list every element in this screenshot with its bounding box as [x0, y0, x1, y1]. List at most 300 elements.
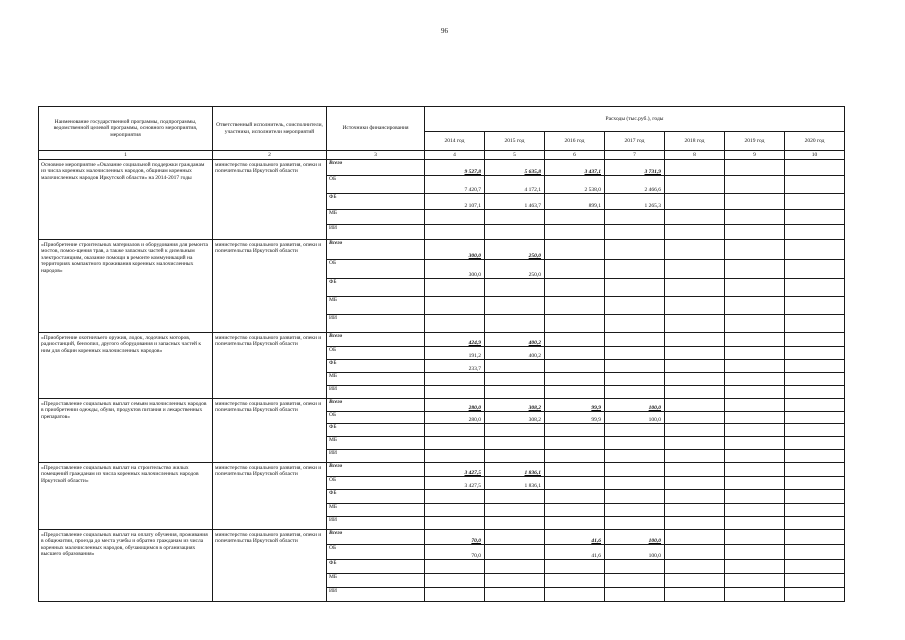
expense-value: [725, 194, 785, 210]
measure-executor: министерство социального развития, опеки и попечительства Иркутской области: [213, 160, 327, 240]
expense-value: [485, 412, 545, 424]
funding-source: ОБ: [327, 347, 425, 360]
expense-value: [665, 545, 725, 560]
expense-value: [485, 424, 545, 437]
expense-value: [485, 463, 545, 477]
expense-value: [605, 450, 665, 463]
expense-value-text: 280,0: [468, 404, 481, 411]
expense-value: [545, 210, 605, 225]
expense-value: [485, 210, 545, 225]
measure-executor: министерство социального развития, опеки и попечительства Иркутской области: [213, 399, 327, 463]
expense-value: [605, 424, 665, 437]
funding-source: ФБ: [327, 194, 425, 210]
expense-value: [725, 297, 785, 315]
column-index: 7: [605, 151, 665, 160]
expense-value: [425, 412, 485, 424]
column-index: 5: [485, 151, 545, 160]
expense-value: [485, 477, 545, 490]
expense-value: [725, 463, 785, 477]
expense-value: [425, 279, 485, 297]
expense-value: [785, 333, 845, 347]
expense-value: [485, 160, 545, 176]
expense-value: [785, 490, 845, 504]
expense-value: [545, 424, 605, 437]
expense-value: [665, 386, 725, 399]
funding-source: ФБ: [327, 424, 425, 437]
expense-value: [425, 437, 485, 450]
expense-value: [425, 574, 485, 588]
expense-value: [485, 360, 545, 373]
funding-source: Всего: [327, 399, 425, 412]
expense-value: [545, 412, 605, 424]
expense-value: [485, 297, 545, 315]
expense-value: [605, 490, 665, 504]
funding-source: Всего: [327, 333, 425, 347]
expense-value: [485, 315, 545, 333]
expense-value: [545, 360, 605, 373]
table-body: [39, 107, 845, 602]
expense-value-text: 100,0: [648, 404, 661, 411]
column-index: 9: [725, 151, 785, 160]
funding-source: ИИ: [327, 517, 425, 530]
expense-value: [665, 240, 725, 260]
expense-value-text: 233,7: [468, 365, 481, 372]
funding-source: ФБ: [327, 560, 425, 574]
expense-value: [545, 373, 605, 386]
measure-executor: министерство социального развития, опеки и попечительства Иркутской области: [213, 463, 327, 530]
expense-value: [485, 504, 545, 517]
expense-value: [425, 424, 485, 437]
expense-value-text: 308,2: [528, 404, 541, 411]
expense-value: [425, 194, 485, 210]
expense-value: [485, 386, 545, 399]
expense-value: [425, 386, 485, 399]
expense-value: [485, 545, 545, 560]
expense-value: [605, 386, 665, 399]
expense-value: [545, 386, 605, 399]
expense-value: [485, 260, 545, 279]
expense-value: [785, 530, 845, 545]
expense-value: [785, 560, 845, 574]
funding-source: ИИ: [327, 386, 425, 399]
expense-value: [485, 225, 545, 240]
expense-value-text: 99,9: [591, 404, 601, 411]
funding-source: ОБ: [327, 260, 425, 279]
expense-value-text: 250,0: [528, 252, 541, 259]
expense-value: [665, 588, 725, 602]
expense-value: [785, 424, 845, 437]
expense-value: [725, 347, 785, 360]
funding-source: ФБ: [327, 490, 425, 504]
expense-value-text: 1 265,3: [644, 202, 661, 209]
expense-value: [425, 490, 485, 504]
funding-source: МБ: [327, 574, 425, 588]
funding-source: ИИ: [327, 450, 425, 463]
expense-value: [605, 360, 665, 373]
expense-value: [785, 347, 845, 360]
expense-value: [545, 450, 605, 463]
expense-value: [785, 160, 845, 176]
expense-value: [665, 399, 725, 412]
expense-value: [725, 545, 785, 560]
expense-value: [485, 194, 545, 210]
expense-value: [605, 504, 665, 517]
expense-value-text: 99,9: [591, 416, 601, 423]
expense-value: [425, 517, 485, 530]
expense-value-text: 424,9: [468, 339, 481, 346]
expense-value: [665, 194, 725, 210]
expense-value: [605, 194, 665, 210]
expense-value: [605, 333, 665, 347]
expense-value-text: 250,0: [528, 271, 541, 278]
expense-value: [545, 399, 605, 412]
expense-value: [425, 260, 485, 279]
expense-value: [605, 297, 665, 315]
expense-value: [545, 560, 605, 574]
funding-source: ИИ: [327, 315, 425, 333]
expense-value: [785, 588, 845, 602]
expense-value: [725, 574, 785, 588]
expense-value: [545, 315, 605, 333]
expense-value: [485, 240, 545, 260]
funding-source: ИИ: [327, 588, 425, 602]
expense-value: [785, 450, 845, 463]
expense-value: [725, 386, 785, 399]
expense-value: [725, 225, 785, 240]
expense-value-text: 191,2: [468, 352, 481, 359]
expense-value: [785, 279, 845, 297]
header-year: 2020 год: [785, 132, 845, 151]
column-index: 6: [545, 151, 605, 160]
expense-value: [725, 260, 785, 279]
expense-value: [665, 333, 725, 347]
expense-value: [425, 530, 485, 545]
expense-value: [605, 477, 665, 490]
funding-source: Всего: [327, 530, 425, 545]
expense-value: [665, 225, 725, 240]
expense-value-text: 70,0: [471, 537, 481, 544]
expense-value-text: 300,0: [468, 252, 481, 259]
measure-name: «Приобретение строительных материалов и оборудования для ремонта мостов, помоо-щения трав, а также запасных частей к дизельным электростанциям, оказание помощи в ремонте коммуникаций на территориях компактного проживания коренных малочисленных народов»: [39, 240, 213, 333]
expense-value: [665, 477, 725, 490]
expense-value: [425, 347, 485, 360]
expense-value-text: 2 466,6: [644, 186, 661, 193]
expense-value: [605, 210, 665, 225]
expense-value: [545, 490, 605, 504]
expense-value: [485, 373, 545, 386]
expense-value: [545, 545, 605, 560]
expense-value: [785, 574, 845, 588]
expense-value-text: 4 172,1: [524, 186, 541, 193]
expense-value: [785, 373, 845, 386]
expense-value: [665, 176, 725, 194]
expense-value-text: 41,6: [591, 537, 601, 544]
expense-value: [485, 574, 545, 588]
expense-value: [605, 347, 665, 360]
expense-value-text: 308,2: [528, 416, 541, 423]
expense-value: [545, 176, 605, 194]
expense-value: [665, 424, 725, 437]
expense-value: [785, 545, 845, 560]
expense-value: [425, 450, 485, 463]
header-executor: Ответственный исполнитель, соисполнители, участники, исполнители мероприятий: [213, 107, 327, 151]
expense-value: [725, 424, 785, 437]
expense-value: [545, 504, 605, 517]
expense-value-text: 1 463,7: [524, 202, 541, 209]
header-year: 2016 год: [545, 132, 605, 151]
expense-value: [425, 463, 485, 477]
expense-value: [545, 260, 605, 279]
column-index: 3: [327, 151, 425, 160]
expense-value: [665, 210, 725, 225]
header-source: Источники финансирования: [327, 107, 425, 151]
header-year: 2017 год: [605, 132, 665, 151]
expense-value: [785, 412, 845, 424]
expense-value: [785, 399, 845, 412]
expense-value: [725, 450, 785, 463]
expense-value: [605, 176, 665, 194]
funding-source: МБ: [327, 437, 425, 450]
expense-value: [425, 560, 485, 574]
expense-value: [785, 240, 845, 260]
expense-value: [665, 517, 725, 530]
expense-value: [605, 530, 665, 545]
column-index: 10: [785, 151, 845, 160]
expense-value: [785, 386, 845, 399]
expense-value: [785, 176, 845, 194]
expense-value: [725, 530, 785, 545]
expense-value: [605, 412, 665, 424]
expense-value: [425, 477, 485, 490]
expense-value: [485, 490, 545, 504]
header-year: 2018 год: [665, 132, 725, 151]
expense-value: [665, 315, 725, 333]
expense-value: [485, 450, 545, 463]
expense-value: [545, 347, 605, 360]
measure-executor: министерство социального развития, опеки и попечительства Иркутской области: [213, 240, 327, 333]
expense-value: [785, 315, 845, 333]
expense-value: [605, 545, 665, 560]
expense-value: [665, 437, 725, 450]
table-row: [39, 160, 845, 176]
expense-value-text: 100,0: [648, 416, 661, 423]
expense-value: [485, 176, 545, 194]
column-index-row: [39, 151, 845, 160]
expense-value: [725, 437, 785, 450]
expense-value: [725, 588, 785, 602]
expense-value: [665, 560, 725, 574]
expense-value: [605, 463, 665, 477]
expense-value: [425, 333, 485, 347]
expense-value: [605, 260, 665, 279]
funding-source: ФБ: [327, 279, 425, 297]
measure-name: Основное мероприятие «Оказание социальной поддержки гражданам из числа коренных малочисленных народов, общинам коренных малочисленных народов Иркутской области» на 2014-2017 годы: [39, 160, 213, 240]
expense-value: [485, 333, 545, 347]
funding-source: ФБ: [327, 360, 425, 373]
expense-value: [545, 333, 605, 347]
funding-source: ОБ: [327, 412, 425, 424]
expense-value-text: 2 538,0: [584, 186, 601, 193]
expense-value: [665, 347, 725, 360]
expense-value: [545, 194, 605, 210]
expense-value: [785, 210, 845, 225]
expense-value: [425, 399, 485, 412]
expense-value: [725, 240, 785, 260]
expense-value: [605, 437, 665, 450]
expense-value: [665, 504, 725, 517]
expense-value: [725, 517, 785, 530]
expense-value: [485, 347, 545, 360]
expense-value: [725, 373, 785, 386]
expense-value: [785, 360, 845, 373]
column-index: 4: [425, 151, 485, 160]
column-index: 8: [665, 151, 725, 160]
expense-value: [605, 240, 665, 260]
expense-value: [485, 530, 545, 545]
expense-value-text: 3 427,5: [464, 469, 481, 476]
expense-value: [425, 360, 485, 373]
expense-value: [665, 490, 725, 504]
expense-value: [785, 463, 845, 477]
expense-value-text: 41,6: [591, 552, 601, 559]
funding-source: ОБ: [327, 477, 425, 490]
expense-value: [725, 333, 785, 347]
expense-value-text: 3 437,1: [584, 168, 601, 175]
expense-value: [605, 574, 665, 588]
measure-executor: министерство социального развития, опеки и попечительства Иркутской области: [213, 530, 327, 602]
funding-source: МБ: [327, 504, 425, 517]
header-year: 2019 год: [725, 132, 785, 151]
expense-value-text: 400,2: [528, 352, 541, 359]
expense-value: [665, 373, 725, 386]
expense-value: [785, 477, 845, 490]
expense-value-text: 7 420,7: [464, 186, 481, 193]
expense-value-text: 899,1: [588, 202, 601, 209]
expense-value: [605, 315, 665, 333]
header-expenses: Расходы (тыс.руб.), годы: [425, 107, 845, 132]
expense-value: [545, 240, 605, 260]
expense-value: [425, 297, 485, 315]
expense-value: [605, 517, 665, 530]
header-year: 2014 год: [425, 132, 485, 151]
expense-value: [665, 260, 725, 279]
expense-value: [665, 160, 725, 176]
expense-value: [605, 279, 665, 297]
expense-value: [485, 588, 545, 602]
funding-source: МБ: [327, 373, 425, 386]
expense-value-text: 280,0: [468, 416, 481, 423]
expense-value: [545, 463, 605, 477]
expense-value: [725, 560, 785, 574]
expense-value-text: 3 731,9: [644, 168, 661, 175]
table-row: [39, 240, 845, 260]
expense-value: [605, 373, 665, 386]
measure-name: «Предоставление социальных выплат на строительство жилых помещений гражданам из числа коренных малочисленных народов Иркутской области»: [39, 463, 213, 530]
header-year: 2015 год: [485, 132, 545, 151]
expense-value-text: 5 635,8: [524, 168, 541, 175]
expense-value-text: 100,0: [648, 537, 661, 544]
expense-value: [545, 588, 605, 602]
table-row: [39, 333, 845, 347]
expense-value: [725, 399, 785, 412]
expense-value: [545, 517, 605, 530]
expense-value: [425, 315, 485, 333]
expense-value: [785, 194, 845, 210]
funding-source: МБ: [327, 210, 425, 225]
table-row: [39, 399, 845, 412]
expense-value: [545, 225, 605, 240]
page-number: 96: [441, 27, 448, 35]
header-row: [39, 107, 845, 132]
expense-value: [425, 373, 485, 386]
expense-value: [785, 260, 845, 279]
expense-value: [725, 160, 785, 176]
expense-value: [665, 574, 725, 588]
expense-value: [665, 463, 725, 477]
expense-value-text: 70,0: [471, 552, 481, 559]
expense-value: [665, 530, 725, 545]
expense-value: [425, 160, 485, 176]
expense-value: [605, 160, 665, 176]
expense-value: [665, 279, 725, 297]
expense-value: [605, 399, 665, 412]
header-name: Наименование государственной программы, подпрограммы, ведомственной целевой программы, основного мероприятия, мероприятия: [39, 107, 213, 151]
expense-value: [545, 477, 605, 490]
expense-value: [785, 297, 845, 315]
measure-name: «Предоставление социальных выплат семьям малочисленных народов в приобретении одежды, обуви, продуктов питания и лекарственных препаратов»: [39, 399, 213, 463]
expense-value: [725, 412, 785, 424]
expense-value: [725, 279, 785, 297]
expense-value: [485, 517, 545, 530]
expense-value: [425, 545, 485, 560]
expense-value: [605, 560, 665, 574]
column-index: 1: [39, 151, 213, 160]
column-index: 2: [213, 151, 327, 160]
funding-source: ОБ: [327, 545, 425, 560]
expense-value: [545, 279, 605, 297]
funding-source: Всего: [327, 160, 425, 176]
expense-value: [605, 588, 665, 602]
expense-value-text: 9 527,8: [464, 168, 481, 175]
funding-source: Всего: [327, 463, 425, 477]
expense-value: [425, 210, 485, 225]
expense-value: [785, 225, 845, 240]
expense-value: [545, 437, 605, 450]
funding-source: ОБ: [327, 176, 425, 194]
expense-value-text: 300,0: [468, 271, 481, 278]
expense-value: [725, 360, 785, 373]
expense-value-text: 3 427,5: [464, 482, 481, 489]
expense-value: [725, 504, 785, 517]
measure-name: «Приобретение охотничьего оружия, лодок, лодочных моторов, радиостанций, бензопил, другого оборудования и запасных частей к ним для общин коренных малочисленных народов»: [39, 333, 213, 399]
expense-value: [545, 574, 605, 588]
expense-value-text: 400,2: [528, 339, 541, 346]
expense-value: [725, 315, 785, 333]
expense-value: [605, 225, 665, 240]
expense-value-text: 1 836,1: [524, 482, 541, 489]
measure-executor: министерство социального развития, опеки и попечительства Иркутской области: [213, 333, 327, 399]
expense-value: [485, 560, 545, 574]
expense-value: [485, 437, 545, 450]
expense-value: [425, 225, 485, 240]
expense-value-text: 100,0: [648, 552, 661, 559]
expense-value: [785, 517, 845, 530]
expense-value: [665, 412, 725, 424]
expense-value: [785, 504, 845, 517]
expense-value: [665, 297, 725, 315]
table-row: [39, 530, 845, 545]
expense-value: [545, 530, 605, 545]
